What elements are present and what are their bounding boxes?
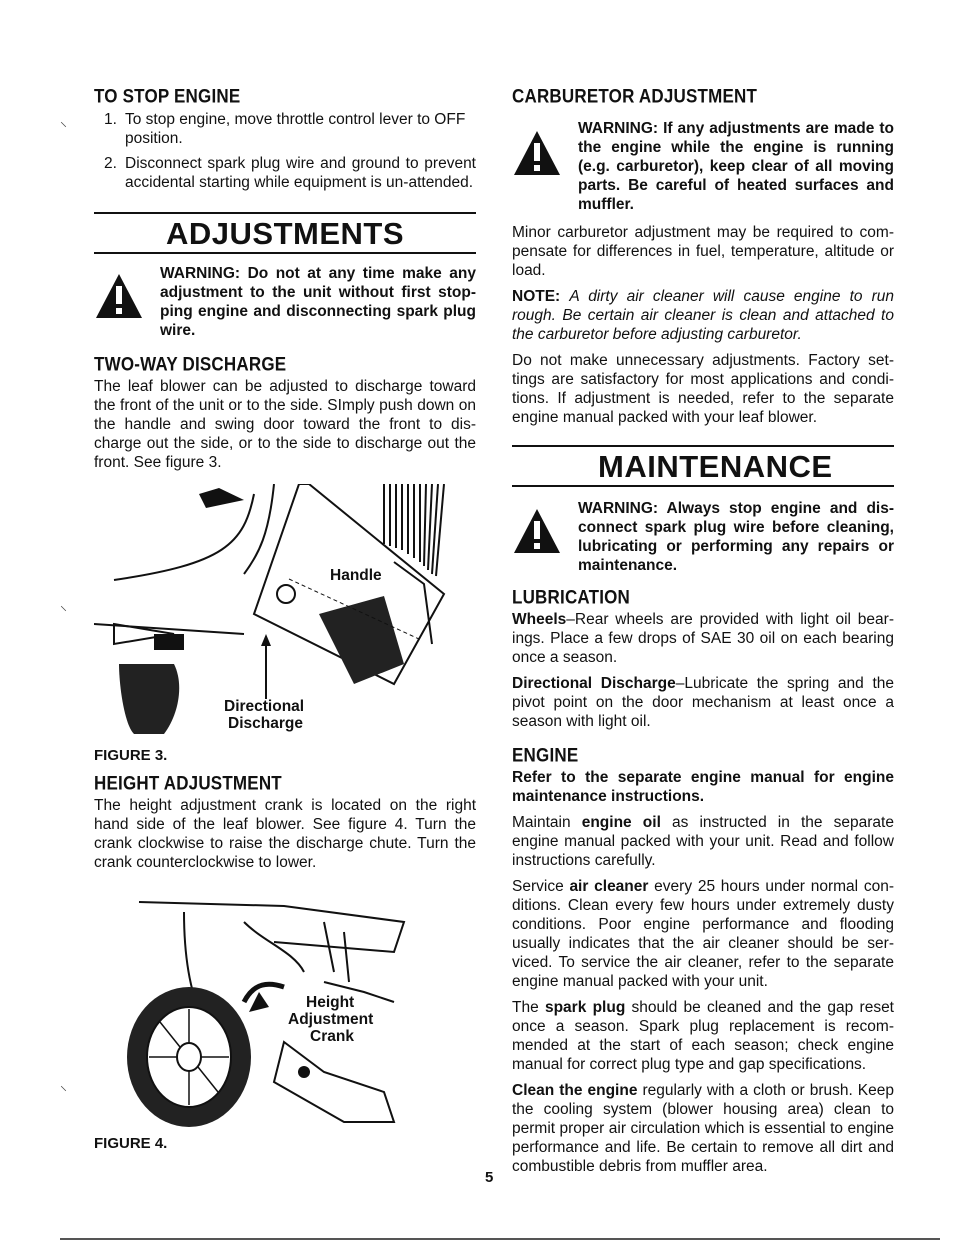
list-item xyxy=(94,154,476,192)
spark-plug-label: spark plug xyxy=(544,999,626,1016)
figure-4-crank-label: Crank xyxy=(310,1028,354,1045)
air-cleaner-paragraph xyxy=(512,877,894,991)
engine-refer: Refer to the separate engine manual for engine maintenance instructions. xyxy=(512,769,894,805)
two-way-text: The leaf blower can be adjusted to discharge toward the front of the unit or to the side. SImply push down on the handle and swing door toward the front to dis-charge out the side, or to the side to discharge out the front. See figure 3. xyxy=(94,378,476,471)
warning-icon xyxy=(512,119,578,177)
list-text: Disconnect spark plug wire and ground to prevent accidental starting while equipment is un-attended. xyxy=(125,155,476,191)
warning-icon xyxy=(512,499,578,555)
warning-icon xyxy=(94,264,160,320)
carburetor-heading: CARBURETOR ADJUSTMENT xyxy=(512,85,758,107)
figure-4-caption: FIGURE 4. xyxy=(94,1135,168,1152)
right-column xyxy=(512,86,894,1176)
engine-oil-label: engine oil xyxy=(581,814,661,831)
margin-mark: ⸜ xyxy=(60,113,67,129)
engine-heading: ENGINE xyxy=(512,744,579,766)
directional-discharge-paragraph xyxy=(512,674,894,731)
warning-text: WARNING: Do not at any time make any adjustment to the unit without first stop-ping engine and disconnecting spark plug wire. xyxy=(160,265,476,339)
engine-oil-text: as instructed in the separate engine manual packed with your unit. Read and follow instructions carefully. xyxy=(512,814,894,869)
directional-discharge-label: Directional Discharge xyxy=(512,675,676,692)
left-column xyxy=(94,86,476,1153)
spark-plug-paragraph xyxy=(512,998,894,1074)
height-text: The height adjustment crank is located on the right hand side of the leaf blower. See figure 4. Turn the crank clockwise to raise the discharge chute. Turn the crank counterclockwise to lower. xyxy=(94,797,476,871)
figure-3-directional-label: Directional xyxy=(224,698,305,715)
air-cleaner-pre: Service xyxy=(512,878,570,895)
figure-4 xyxy=(94,892,476,1130)
list-number: 2. xyxy=(104,155,117,172)
engine-oil-paragraph xyxy=(512,813,894,870)
note-text: A dirty air cleaner will cause engine to run rough. Be certain air cleaner is clean and attached to the carburetor before adjusting carburetor. xyxy=(512,288,894,343)
clean-engine-text: regularly with a cloth or brush. Keep the cooling system (blower housing area) clean to permit proper air circulation which is essential to engine performance and life. Be certain to remove all dirt and combustible debris from muffler area. xyxy=(512,1082,894,1175)
margin-mark: ⸜ xyxy=(60,1077,67,1093)
adjustments-title: ADJUSTMENTS xyxy=(94,212,476,254)
spark-plug-text: should be cleaned and the gap reset once a season. Spark plug replacement is recom-mended at the start of each season; check engine manual for correct plug type and gap specifications. xyxy=(512,999,894,1073)
figure-4-adjustment-label: Adjustment xyxy=(288,1011,374,1028)
height-heading: HEIGHT ADJUSTMENT xyxy=(94,772,282,794)
wheels-paragraph xyxy=(512,610,894,667)
adjust-warning xyxy=(94,264,476,340)
figure-4-height-label: Height xyxy=(306,994,355,1011)
directional-discharge-text: –Lubricate the spring and the pivot point on the door mechanism at least once a season with light oil. xyxy=(512,675,895,730)
figure-3-handle-label: Handle xyxy=(330,567,382,584)
carb-p1: Minor carburetor adjustment may be required to com-pensate for differences in fuel, temperature, altitude or load. xyxy=(512,224,894,279)
lubrication-heading: LUBRICATION xyxy=(512,586,631,608)
figure-3-discharge-label: Discharge xyxy=(228,715,303,732)
clean-engine-paragraph xyxy=(512,1081,894,1176)
spark-plug-pre: The xyxy=(512,999,545,1016)
page-number: 5 xyxy=(485,1169,494,1186)
list-item xyxy=(94,110,476,148)
maintenance-title: MAINTENANCE xyxy=(512,445,894,487)
clean-engine-label: Clean the engine xyxy=(512,1082,638,1099)
air-cleaner-label: air cleaner xyxy=(569,878,649,895)
figure-3-caption: FIGURE 3. xyxy=(94,747,168,764)
figure-3 xyxy=(94,484,476,746)
air-cleaner-text: every 25 hours under normal con-ditions. Clean every few hours under extremely dusty conditions. Poor engine performance and flooding usually indicates that the air cleaner should be ser-viced. To service the air cleaner, refer to the separate engine manual packed with your unit. xyxy=(512,878,894,990)
list-text: To stop engine, move throttle control lever to OFF position. xyxy=(125,111,466,147)
figure-4-illustration xyxy=(94,892,476,1130)
stop-engine-list xyxy=(94,110,476,192)
maint-warning xyxy=(512,499,894,575)
carb-note xyxy=(512,287,894,344)
warning-text: WARNING: If any adjustments are made to the engine while the engine is running (e.g. carburetor), keep clear of all moving parts. Be careful of heated surfaces and muffler. xyxy=(578,120,894,213)
wheels-label: Wheels xyxy=(512,611,567,628)
note-label: NOTE: xyxy=(512,288,561,305)
stop-engine-heading: TO STOP ENGINE xyxy=(94,85,241,107)
bottom-rule xyxy=(60,1238,940,1240)
carb-p2: Do not make unnecessary adjustments. Factory set-tings are satisfactory for most applications and condi-tions. If adjustment is needed, refer to the separate engine manual packed with your leaf blower. xyxy=(512,352,894,426)
two-way-heading: TWO-WAY DISCHARGE xyxy=(94,353,287,375)
list-number: 1. xyxy=(104,111,117,128)
engine-oil-pre: Maintain xyxy=(512,814,582,831)
wheels-text: –Rear wheels are provided with light oil bear-ings. Place a few drops of SAE 30 oil on each bearing once a season. xyxy=(512,611,894,666)
margin-mark: ⸜ xyxy=(60,597,67,613)
warning-text: WARNING: Always stop engine and dis-connect spark plug wire before cleaning, lubricating or performing any repairs or maintenance. xyxy=(578,500,894,574)
carb-warning xyxy=(512,119,894,214)
